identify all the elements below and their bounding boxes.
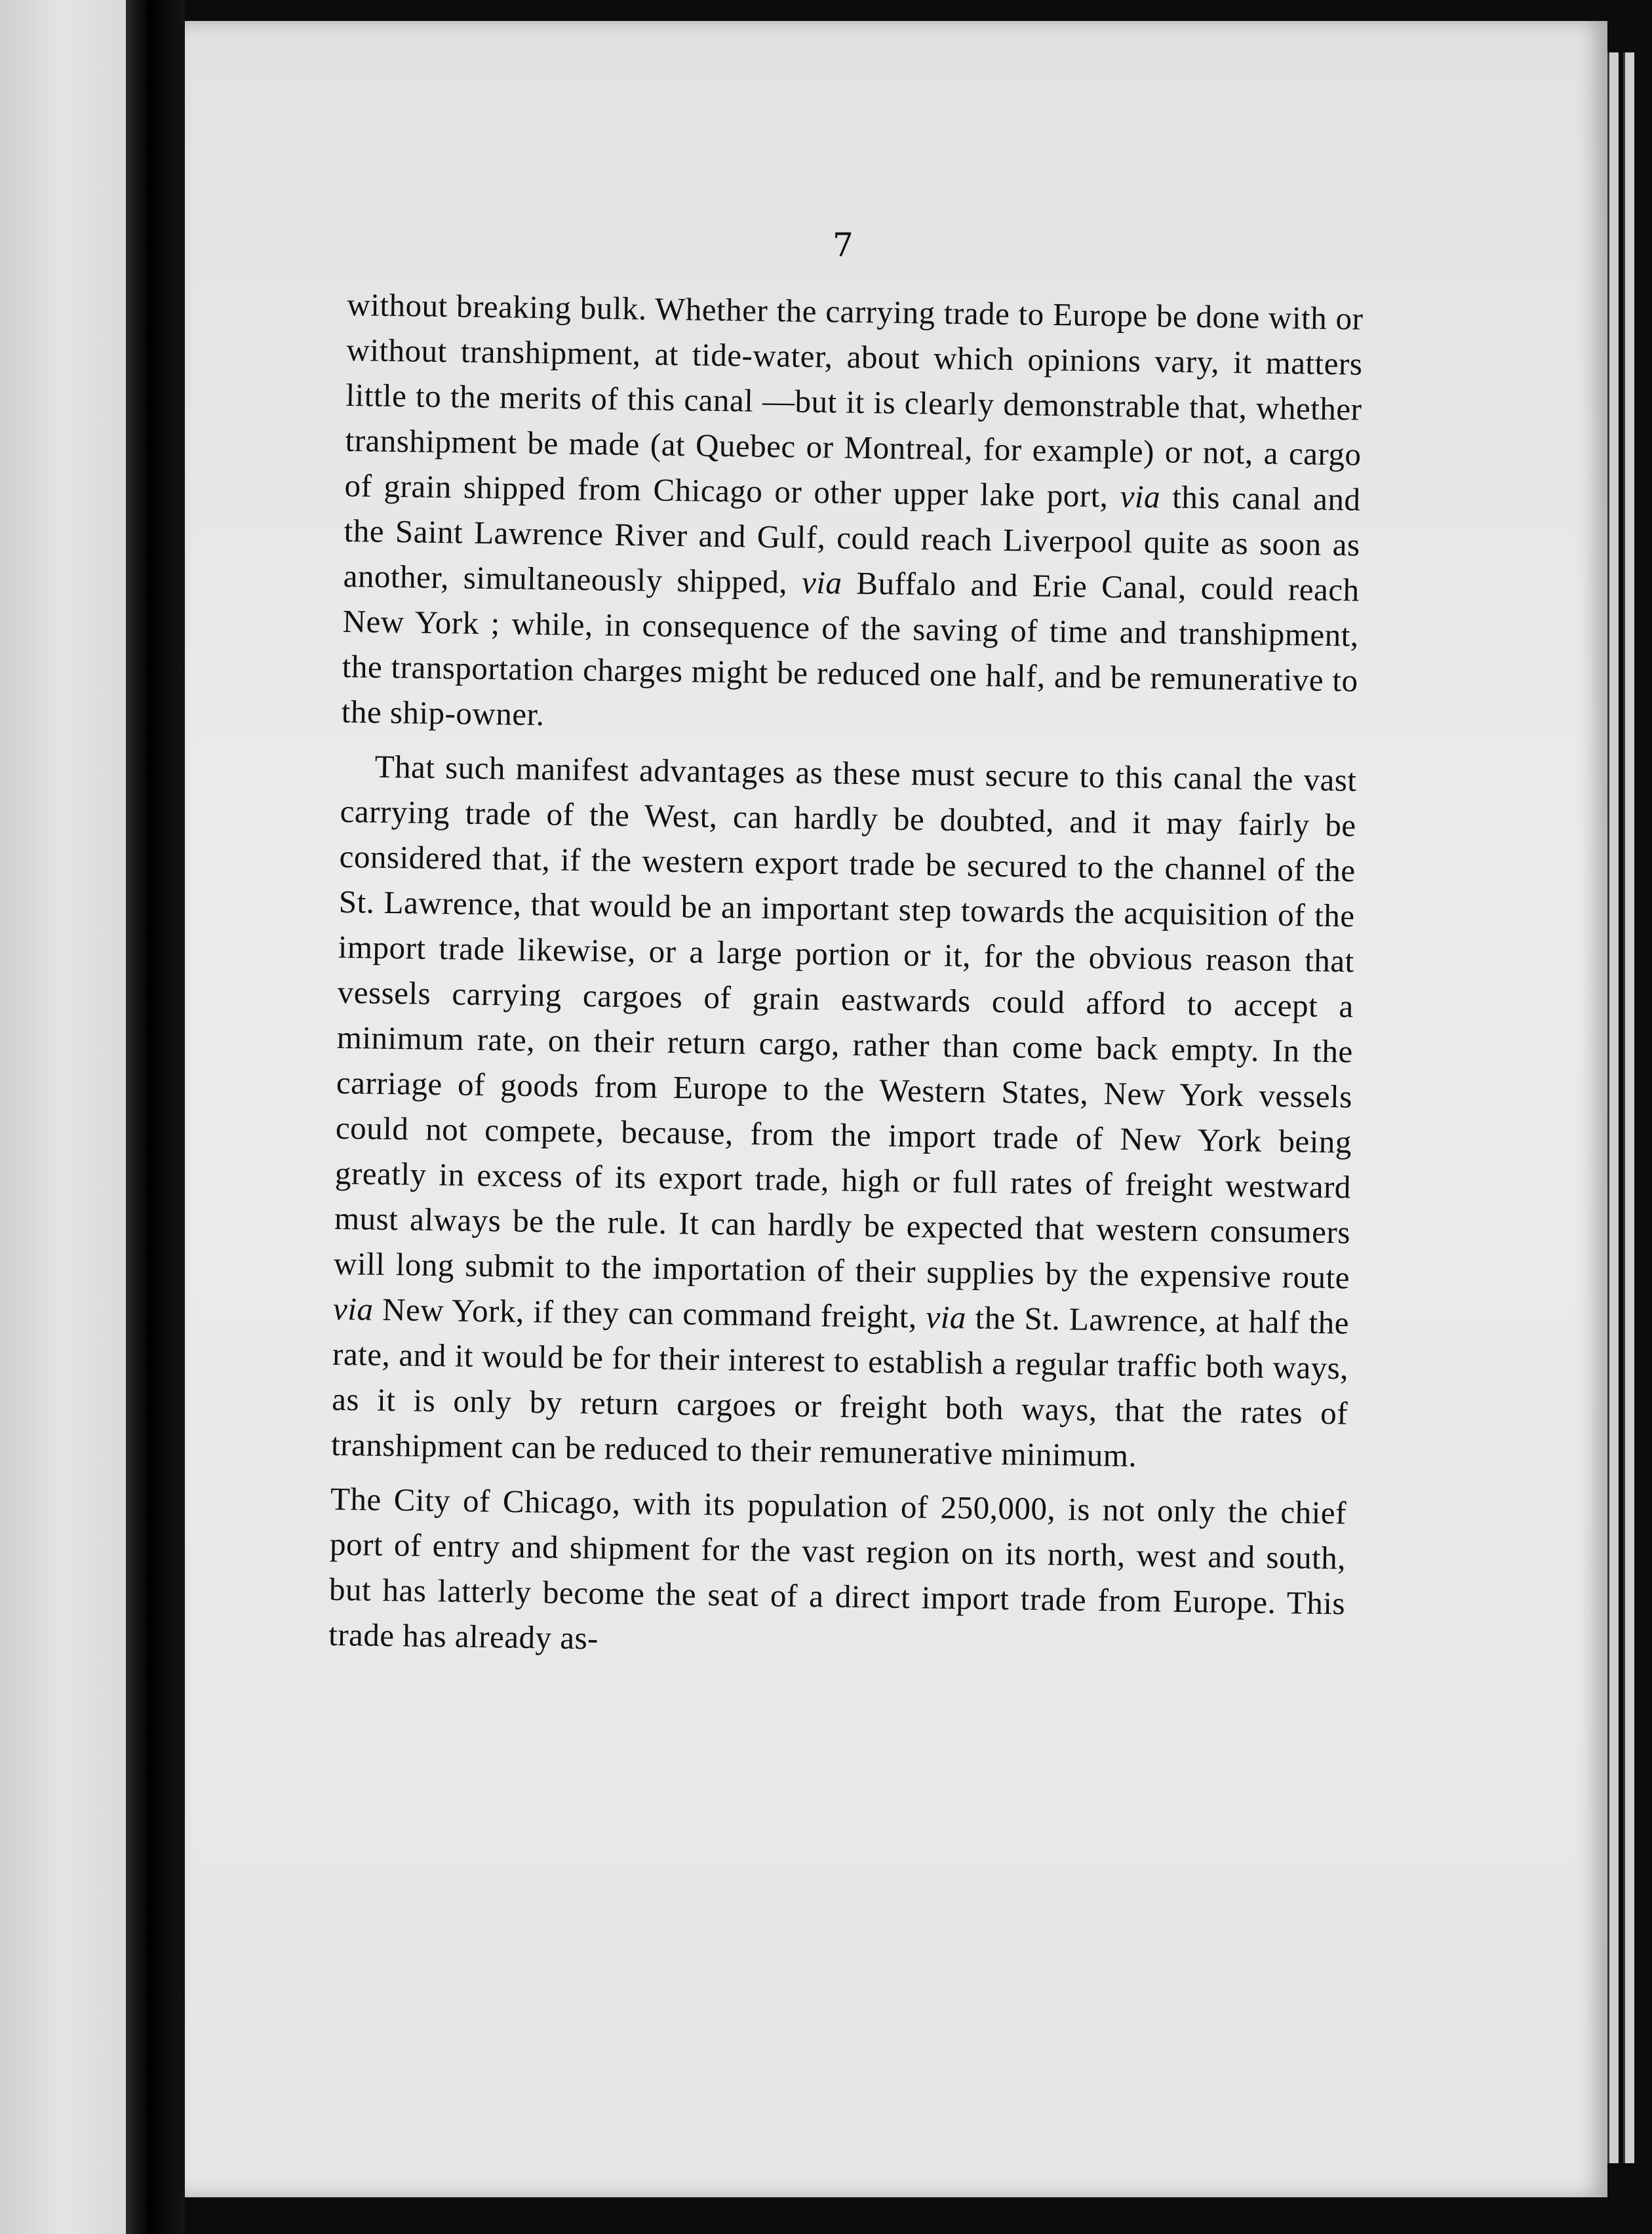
page-number: 7 — [833, 226, 854, 264]
body-text — [328, 282, 1364, 1680]
paragraph: The City of Chicago, with its population of 250,000, is not only the chief port of entry and shipment for the vast region on its north, west and south, but has latterly become the seat of a direct import trade from Europe. This trade has already as- — [328, 1480, 1347, 1656]
page-edge — [1607, 52, 1619, 2163]
book-gutter — [126, 0, 185, 2234]
page-edge — [1623, 52, 1634, 2163]
paragraph: That such manifest advantages as these must secure to this canal the vast carrying trade of the West, can hardly be doubted, and it may fairly be considered that, if the western export trade be secured to the channel of the St. Lawrence, that would be an important step towards the acquisition of the import trade likewise, or a large portion or it, for the obvious reason that vessels carrying cargoes of grain eastwards could afford to accept a minimum rate, on their return cargo, rather than come back empty. In the carriage of goods from Europe to the Western States, New York vessels could not compete, because, from the import trade of New York being greatly in excess of its export trade, high or full rates of freight westward must always be the rule. It can hardly be expected that western consumers will long submit to the importation of their supplies by the expensive route via New York, if they can command freight, via the St. Lawrence, at half the rate, and it would be for their interest to establish a regular traffic both ways, as it is only by return cargoes or freight both ways, that the rates of transhipment can be reduced to their remunerative minimum. — [330, 748, 1357, 1474]
left-facing-page — [0, 0, 126, 2234]
paragraph: without breaking bulk. Whether the carrying trade to Europe be done with or without transhipment, at tide-water, about which opinions vary, it matters little to the merits of this canal —but it is clearly demonstrable that, whether transhipment be made (at Quebec or Montreal, for example) or not, a cargo of grain shipped from Chicago or other upper lake port, via this canal and the Saint Lawrence River and Gulf, could reach Liverpool quite as soon as another, simultaneously shipped, via Buffalo and Erie Canal, could reach New York ; while, in consequence of the saving of time and transhipment, the transportation charges might be reduced one half, and be remunerative to the ship-owner. — [341, 286, 1364, 733]
